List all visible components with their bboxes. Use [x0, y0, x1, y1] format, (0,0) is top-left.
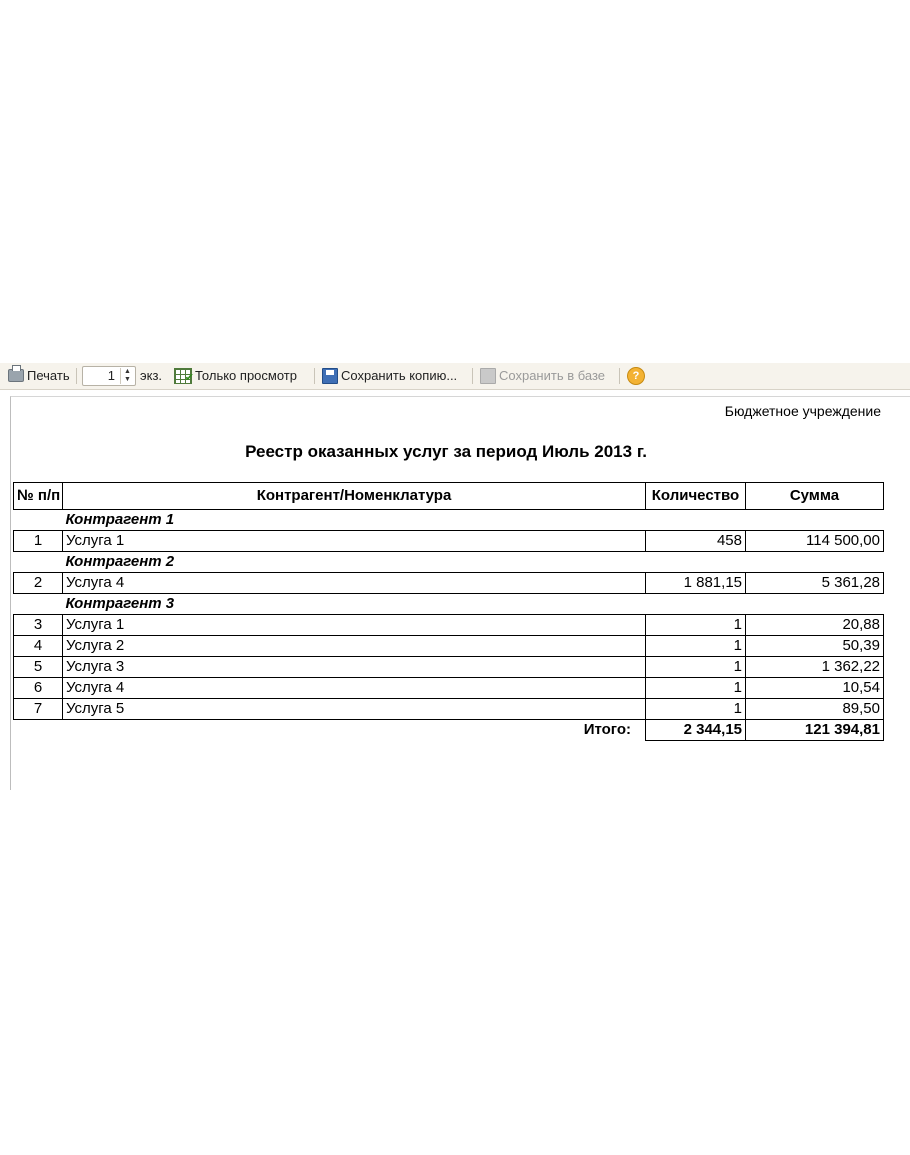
table-row: [14, 636, 884, 657]
report-title: Реестр оказанных услуг за период Июль 2013 г.: [245, 442, 647, 461]
row-qty: 1: [646, 615, 746, 636]
table-row: [14, 531, 884, 552]
group-name: Контрагент 2: [65, 553, 175, 570]
services-registry-table: [13, 482, 884, 741]
stepper-arrows-icon[interactable]: ▲ ▼: [120, 368, 134, 384]
view-only-toggle[interactable]: [174, 367, 297, 385]
total-label: Итого:: [583, 721, 631, 739]
save-db-label: Сохранить в базе: [499, 368, 606, 383]
row-sum: 50,39: [746, 636, 884, 657]
view-only-icon: [174, 368, 192, 384]
copies-value: 1: [107, 368, 115, 383]
row-qty: 458: [646, 531, 746, 552]
row-name: Услуга 1: [63, 531, 646, 552]
total-row: [14, 720, 884, 741]
printer-icon: [8, 369, 24, 382]
save-copy-button[interactable]: [322, 367, 457, 385]
row-name: Услуга 3: [63, 657, 646, 678]
row-num: 1: [14, 531, 63, 552]
row-qty: 1: [646, 636, 746, 657]
toolbar-separator: [472, 368, 473, 384]
row-sum: 20,88: [746, 615, 884, 636]
row-sum: 89,50: [746, 699, 884, 720]
row-sum: 5 361,28: [746, 573, 884, 594]
organization-name: Бюджетное учреждение: [724, 403, 881, 419]
row-num: 6: [14, 678, 63, 699]
floppy-disk-icon: [322, 368, 338, 384]
row-qty: 1: [646, 699, 746, 720]
table-row: [14, 615, 884, 636]
view-only-label: Только просмотр: [195, 368, 297, 383]
group-row: [14, 552, 884, 573]
row-name: Услуга 4: [63, 573, 646, 594]
row-sum: 114 500,00: [746, 531, 884, 552]
row-num: 3: [14, 615, 63, 636]
row-name: Услуга 2: [63, 636, 646, 657]
group-row: [14, 594, 884, 615]
row-num: 5: [14, 657, 63, 678]
help-icon: ?: [627, 367, 645, 385]
toolbar-separator: [619, 368, 620, 384]
table-row: [14, 657, 884, 678]
row-name: Услуга 5: [63, 699, 646, 720]
save-copy-label: Сохранить копию...: [341, 368, 458, 383]
row-name: Услуга 1: [63, 615, 646, 636]
group-row: [14, 510, 884, 531]
report-toolbar: [0, 363, 910, 390]
row-qty: 1: [646, 657, 746, 678]
copies-unit-label: экз.: [140, 368, 163, 383]
total-qty: 2 344,15: [646, 720, 746, 741]
row-num: 2: [14, 573, 63, 594]
total-sum: 121 394,81: [746, 720, 884, 741]
header-name: Контрагент/Номенклатура: [63, 483, 646, 510]
header-sum: Сумма: [746, 483, 884, 510]
table-row: [14, 678, 884, 699]
print-label: Печать: [27, 368, 70, 383]
help-button[interactable]: [627, 367, 645, 385]
toolbar-separator: [314, 368, 315, 384]
row-name: Услуга 4: [63, 678, 646, 699]
toolbar-separator: [76, 368, 77, 384]
report-sheet: [10, 396, 910, 790]
save-to-db-button[interactable]: [480, 367, 605, 385]
row-num: 4: [14, 636, 63, 657]
group-name: Контрагент 1: [65, 511, 175, 528]
row-qty: 1: [646, 678, 746, 699]
row-sum: 1 362,22: [746, 657, 884, 678]
copies-stepper[interactable]: [82, 366, 136, 386]
table-row: [14, 699, 884, 720]
row-num: 7: [14, 699, 63, 720]
save-to-database-icon: [480, 368, 496, 384]
header-qty: Количество: [646, 483, 746, 510]
row-sum: 10,54: [746, 678, 884, 699]
table-header-row: [14, 483, 884, 510]
row-qty: 1 881,15: [646, 573, 746, 594]
table-row: [14, 573, 884, 594]
group-name: Контрагент 3: [65, 595, 175, 612]
header-num: № п/п: [14, 483, 63, 510]
print-button[interactable]: [8, 367, 70, 385]
